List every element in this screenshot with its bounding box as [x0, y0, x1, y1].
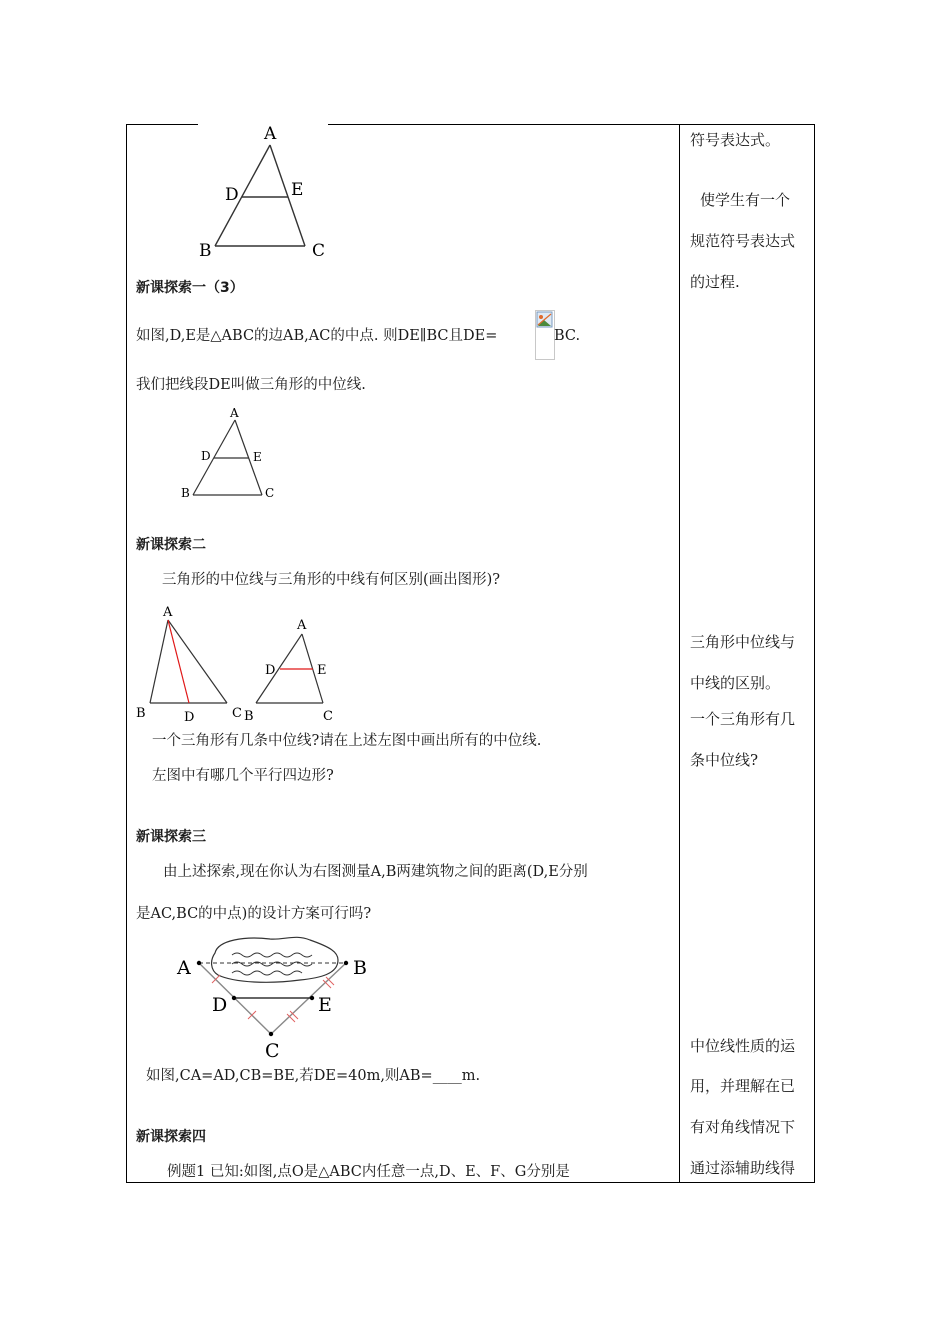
section1-line2: 我们把线段DE叫做三角形的中位线. [136, 377, 366, 393]
broken-image-icon [535, 310, 555, 360]
section2-question: 三角形的中位线与三角形的中线有何区别(画出图形)? [162, 572, 501, 588]
sidebar-note1-line1: 符号表达式。 [690, 131, 781, 149]
sidebar-note2-line3: 的过程. [690, 273, 740, 291]
fig4-label-e: E [317, 663, 327, 678]
section1-line1-pre: 如图,D,E是△ABC的边AB,AC的中点. 则DE∥BC且DE= [136, 328, 498, 344]
fig3-label-c: C [232, 706, 242, 721]
fig2-label-d: D [201, 449, 211, 463]
fig5-label-e: E [318, 994, 332, 1016]
sidebar-note2-line1: 使学生有一个 [700, 191, 791, 209]
sidebar-note3-line4: 条中位线? [690, 751, 759, 769]
fig4-label-a: A [297, 618, 307, 633]
section3-para-line1: 由上述探索,现在你认为右图测量A,B两建筑物之间的距离(D,E分别 [163, 864, 588, 880]
fig3-label-b: B [136, 706, 146, 721]
fig4-label-c: C [323, 709, 333, 724]
section1-heading: 新课探索一（3） [136, 280, 244, 296]
fig3-label-d: D [184, 710, 195, 725]
fig1-label-a: A [264, 124, 277, 144]
sidebar-note4-line3: 有对角线情况下 [690, 1118, 796, 1136]
table-column-divider [679, 124, 680, 1183]
section3-para-line2: 是AC,BC的中点)的设计方案可行吗? [136, 906, 372, 922]
fig3-label-a: A [163, 605, 173, 620]
fig2-label-b: B [181, 486, 190, 500]
fig5-label-c: C [265, 1040, 280, 1062]
section2-heading: 新课探索二 [136, 537, 206, 553]
fig1-label-c: C [312, 241, 326, 261]
triangle-midline-figure [240, 612, 350, 727]
table-top-border-left [126, 124, 198, 125]
section3-heading: 新课探索三 [136, 829, 206, 845]
sidebar-note4-line4: 通过添辅助线得 [690, 1159, 796, 1177]
section4-example: 例题1 已知:如图,点O是△ABC内任意一点,D、E、F、G分别是 [167, 1164, 570, 1180]
sidebar-note3-line2: 中线的区别。 [690, 674, 781, 692]
fig2-label-a: A [230, 406, 239, 420]
sidebar-note3-line3: 一个三角形有几 [690, 710, 796, 728]
section3-question: 如图,CA=AD,CB=BE,若DE=40m,则AB=____m. [146, 1068, 481, 1084]
fig1-label-b: B [199, 241, 212, 261]
lake-distance-figure [170, 930, 390, 1065]
sidebar-note4-line2: 用，并理解在已 [690, 1077, 796, 1095]
table-top-border-right [328, 124, 815, 125]
sidebar-note2-line2: 规范符号表达式 [690, 232, 796, 250]
table-left-border [126, 124, 127, 1183]
section2-line2: 左图中有哪几个平行四边形? [152, 768, 334, 784]
triangle-median-figure [130, 600, 250, 725]
fig2-label-c: C [265, 486, 275, 500]
sidebar-note3-line1: 三角形中位线与 [690, 633, 796, 651]
fig5-label-d: D [212, 994, 228, 1016]
fig5-label-a: A [177, 957, 191, 979]
fig2-label-e: E [253, 450, 262, 464]
table-right-border [814, 124, 815, 1183]
section2-line1: 一个三角形有几条中位线?请在上述左图中画出所有的中位线. [152, 733, 542, 749]
table-bottom-border [126, 1182, 815, 1183]
fig4-label-b: B [244, 709, 254, 724]
fig4-label-d: D [265, 663, 276, 678]
section1-line1-post: BC. [554, 328, 581, 344]
fig5-label-b: B [353, 957, 367, 979]
fig1-label-d: D [225, 185, 239, 205]
section4-heading: 新课探索四 [136, 1129, 206, 1145]
triangle-figure-1 [195, 120, 335, 265]
triangle-figure-2 [175, 400, 285, 505]
sidebar-note4-line1: 中位线性质的运 [690, 1037, 796, 1055]
fig1-label-e: E [291, 180, 304, 200]
